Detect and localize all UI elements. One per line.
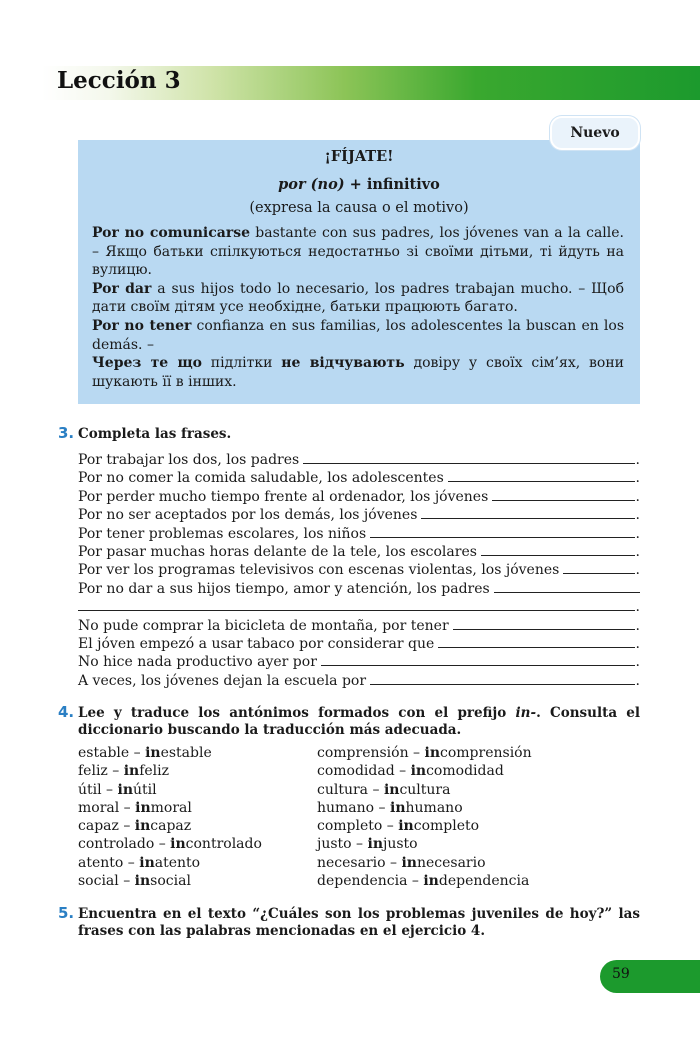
- period: .: [635, 452, 640, 468]
- formula-rest: + infinitivo: [344, 176, 440, 193]
- antonym-pair: [317, 818, 532, 836]
- sentence-line-continuation[interactable]: [78, 597, 640, 615]
- grammar-note-title: ¡FÍJATE!: [324, 148, 394, 165]
- sentence-text: Por ver los programas televisivos con escenas violentas, los jóvenes: [78, 562, 560, 579]
- prefix: in: [367, 836, 384, 853]
- base-word: moral: [78, 799, 120, 816]
- dash: –: [129, 745, 146, 761]
- prefix: in: [135, 799, 151, 816]
- antonym-pair: [78, 745, 262, 763]
- sentence-text: No pude comprar la bicicleta de montaña, por tener: [78, 617, 449, 634]
- antonym-pair: [317, 745, 532, 763]
- sentence-line[interactable]: [78, 450, 640, 468]
- dash: –: [119, 799, 136, 816]
- base-word: comodidad: [317, 763, 395, 780]
- lesson-title: Lección 3: [57, 67, 181, 94]
- instruction-part: Lee y traduce los antónimos formados con el prefijo: [78, 705, 516, 721]
- antonym-pair: [78, 873, 262, 891]
- prefix: in: [398, 818, 414, 835]
- period: .: [635, 599, 640, 616]
- new-badge: Nuevo: [550, 116, 640, 150]
- antonym-pair: [317, 855, 532, 873]
- antonym-pair: [78, 763, 262, 781]
- example-4: [92, 354, 624, 391]
- dash: –: [118, 818, 135, 835]
- example-4-bold-2: не відчувають: [281, 355, 405, 372]
- sentence-text: El jóven empezó a usar tabaco por considerar que: [78, 635, 435, 652]
- example-3-rest: confianza en sus familias, los adolescentes la buscan en los demás. –: [92, 317, 625, 353]
- answer-blank[interactable]: [370, 524, 634, 538]
- answer-blank[interactable]: [494, 579, 640, 593]
- answer-blank[interactable]: [448, 468, 635, 482]
- page-number: 59: [612, 966, 630, 982]
- period: .: [635, 617, 640, 634]
- antonym-pair: [78, 818, 262, 836]
- period: .: [635, 635, 640, 652]
- base-word: controlado: [78, 836, 155, 853]
- antonym-pair: [317, 800, 532, 818]
- period: .: [635, 507, 640, 524]
- antonym-pair: [78, 855, 262, 873]
- base-word: capaz: [78, 818, 119, 835]
- exercise-4-number: 4.: [58, 703, 75, 721]
- sentence-text: Por no ser aceptados por los demás, los jóvenes: [78, 507, 418, 524]
- sentence-text: A veces, los jóvenes dejan la escuela por: [78, 672, 367, 689]
- grammar-formula: [78, 176, 640, 193]
- base-word: comprensión: [317, 745, 409, 761]
- period: .: [635, 543, 640, 560]
- sentence-line[interactable]: [78, 634, 640, 652]
- formula-italic: por (no): [278, 176, 345, 193]
- base-word: útil: [78, 781, 102, 798]
- sentence-text: Por no comer la comida saludable, los adolescentes: [78, 470, 444, 487]
- dash: –: [374, 799, 391, 816]
- sentence-text: Por no dar a sus hijos tiempo, amor y atención, los padres: [78, 580, 490, 597]
- example-4-bold-1: Через те що: [92, 355, 202, 372]
- antonym-stem: atento: [154, 854, 201, 871]
- base-word: necesario: [317, 854, 386, 871]
- antonym-pair: [78, 800, 262, 818]
- antonym-stem: capaz: [150, 818, 192, 835]
- prefix: in: [424, 745, 441, 761]
- sentence-line[interactable]: [78, 487, 640, 505]
- prefix: in: [410, 763, 427, 780]
- exercise-5-number: 5.: [58, 904, 75, 922]
- prefix: in: [170, 836, 186, 853]
- dash: –: [118, 873, 135, 890]
- answer-blank[interactable]: [78, 597, 635, 611]
- antonym-pair: [317, 873, 532, 891]
- prefix: in: [390, 799, 406, 816]
- antonym-stem: completo: [413, 818, 480, 835]
- answer-blank[interactable]: [321, 652, 635, 666]
- base-word: justo: [317, 836, 352, 853]
- answer-blank[interactable]: [303, 450, 634, 464]
- answer-blank[interactable]: [370, 671, 634, 685]
- period: .: [635, 672, 640, 689]
- base-word: cultura: [317, 781, 369, 798]
- period: .: [635, 562, 640, 579]
- exercise-3-number: 3.: [58, 424, 75, 442]
- dash: –: [394, 763, 411, 780]
- example-1-rest: bastante con sus padres, los jóvenes van a la calle. – Якщо батьки спілкуються недостатньо зі своїми дітьми, ті йдуть на вулицю.: [92, 225, 624, 279]
- antonyms-left-column: [78, 745, 262, 891]
- antonym-stem: estable: [160, 745, 212, 761]
- grammar-explanation: (expresa la causa o el motivo): [249, 200, 469, 216]
- sentence-line[interactable]: [78, 524, 640, 542]
- sentence-text: Por pasar muchas horas delante de la tele, los escolares: [78, 543, 477, 560]
- example-2-rest: a sus hijos todo lo necesario, los padres trabajan mucho. – Щоб дати своїм дітям усе необхідне, батьки працюють багато.: [92, 280, 624, 316]
- exercise-3-sentences: [78, 450, 640, 689]
- sentence-text: Por perder mucho tiempo frente al ordenador, los jóvenes: [78, 488, 489, 505]
- prefix: in: [139, 854, 155, 871]
- dash: –: [101, 781, 118, 798]
- dash: –: [385, 854, 402, 871]
- sentence-line[interactable]: [78, 542, 640, 560]
- prefix: in: [117, 781, 134, 798]
- instruction-prefix: in-: [515, 705, 537, 721]
- prefix: in: [134, 873, 151, 890]
- period: .: [635, 488, 640, 505]
- example-2-bold: Por dar: [92, 280, 152, 297]
- dash: –: [408, 745, 425, 761]
- antonyms-right-column: [317, 745, 532, 891]
- base-word: atento: [78, 854, 124, 871]
- antonym-stem: necesario: [416, 854, 486, 871]
- exercise-5-instruction: Encuentra en el texto “¿Cuáles son los problemas juveniles de hoy?” las frases con las palabras mencionadas en el ejercicio 4.: [78, 906, 640, 939]
- antonym-stem: justo: [383, 836, 418, 853]
- answer-blank[interactable]: [453, 616, 635, 630]
- antonym-pair: [317, 836, 532, 854]
- sentence-line[interactable]: [78, 579, 640, 597]
- prefix: in: [423, 873, 439, 890]
- instruction-part: . Consulta el diccionario buscando la traducción más adecuada.: [78, 705, 640, 738]
- example-1-bold: Por no comunicarse: [92, 225, 250, 241]
- base-word: social: [78, 873, 119, 890]
- sentence-line[interactable]: [78, 616, 640, 634]
- exercise-3-instruction: Completa las frases.: [78, 426, 232, 442]
- prefix: in: [383, 781, 400, 798]
- example-1: [92, 224, 624, 280]
- antonym-stem: útil: [133, 781, 157, 798]
- sentence-text: Por trabajar los dos, los padres: [78, 452, 300, 468]
- antonym-stem: cultura: [399, 781, 451, 798]
- sentence-text: No hice nada productivo ayer por: [78, 654, 317, 671]
- antonym-stem: dependencia: [438, 873, 530, 890]
- grammar-examples: [92, 224, 624, 391]
- sentence-line[interactable]: [78, 505, 640, 523]
- period: .: [635, 654, 640, 671]
- dash: –: [368, 781, 384, 798]
- antonym-stem: social: [150, 873, 191, 890]
- antonym-pair: [317, 763, 532, 781]
- period: .: [635, 470, 640, 487]
- sentence-line[interactable]: [78, 468, 640, 486]
- base-word: humano: [317, 799, 375, 816]
- dash: –: [107, 763, 124, 780]
- antonym-stem: controlado: [185, 836, 262, 853]
- base-word: completo: [317, 818, 383, 835]
- example-4-mid: підлітки: [201, 355, 282, 372]
- dash: –: [351, 836, 368, 853]
- antonym-stem: moral: [150, 799, 192, 816]
- answer-blank[interactable]: [438, 634, 634, 648]
- antonym-stem: comodidad: [426, 763, 504, 780]
- sentence-line[interactable]: [78, 652, 640, 670]
- answer-blank[interactable]: [481, 542, 635, 556]
- antonym-stem: comprensión: [440, 745, 532, 761]
- dash: –: [407, 873, 424, 890]
- answer-blank[interactable]: [563, 560, 634, 574]
- prefix: in: [401, 854, 417, 871]
- answer-blank[interactable]: [421, 505, 634, 519]
- dash: –: [382, 818, 399, 835]
- sentence-line[interactable]: [78, 560, 640, 578]
- answer-blank[interactable]: [492, 487, 634, 501]
- example-2: [92, 280, 624, 317]
- antonym-pair: [317, 782, 532, 800]
- dash: –: [154, 836, 171, 853]
- exercise-4-instruction: [78, 705, 640, 739]
- example-4-rest: довіру у своїх сім’ях, вони шукають її в інших.: [92, 355, 625, 390]
- base-word: dependencia: [317, 873, 408, 890]
- example-3: [92, 317, 624, 354]
- antonym-stem: humano: [405, 799, 463, 816]
- base-word: feliz: [78, 763, 108, 780]
- base-word: estable: [78, 745, 130, 761]
- period: .: [635, 525, 640, 542]
- antonym-stem: feliz: [139, 763, 170, 780]
- example-3-bold: Por no tener: [92, 317, 192, 334]
- dash: –: [123, 854, 140, 871]
- sentence-text: Por tener problemas escolares, los niños: [78, 525, 367, 542]
- prefix: in: [123, 763, 140, 780]
- prefix: in: [145, 745, 161, 761]
- antonym-pair: [78, 782, 262, 800]
- antonym-pair: [78, 836, 262, 854]
- prefix: in: [134, 818, 151, 835]
- sentence-line[interactable]: [78, 671, 640, 689]
